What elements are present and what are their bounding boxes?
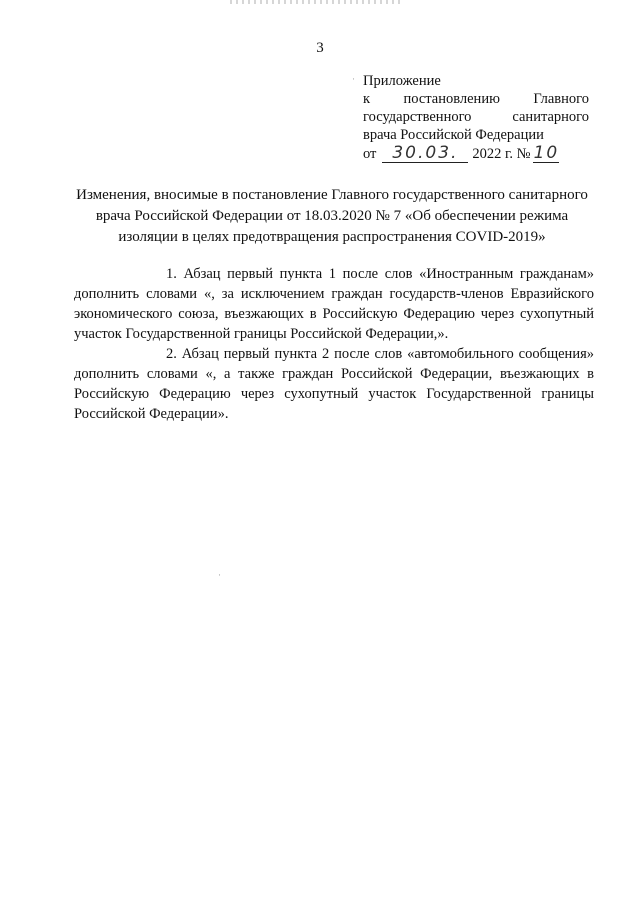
- appendix-block: [363, 72, 589, 163]
- date-prefix: от: [363, 146, 377, 162]
- document-title: Изменения, вносимые в постановление Главного государственного санитарного врача Российской Федерации от 18.03.2020 № 7 «Об обеспечении режима изоляции в целях предотвращения распространения COVID-2019»: [76, 187, 588, 245]
- date-field: [382, 145, 468, 163]
- number-field: [533, 145, 559, 163]
- item-text: Абзац первый пункта 1 после слов «Иностранным гражданам» дополнить словами «, за исключением граждан государств-членов Евразийского экономического союза, въезжающих в Российскую Федерацию через сухопутный участок Государственной границы Российской Федерации,».: [74, 266, 594, 342]
- item-text: Абзац первый пункта 2 после слов «автомобильного сообщения» дополнить словами «, а также граждан Российской Федерации, въезжающих в Российскую Федерацию через сухопутный участок Государственной границы Российской Федерации».: [74, 346, 594, 422]
- year-number-label: 2022 г. №: [472, 146, 531, 162]
- appendix-title: Приложение: [363, 73, 441, 89]
- scan-artifact: [230, 0, 400, 4]
- resolution-date-line: [363, 145, 589, 163]
- list-item: [74, 264, 594, 344]
- scan-speck: ·: [352, 74, 355, 84]
- list-item: [74, 344, 594, 424]
- appendix-ref-line-3: врача Российской Федерации: [363, 127, 544, 143]
- handwritten-date: 30.03.: [392, 143, 459, 163]
- scan-speck: ·: [218, 570, 221, 580]
- item-number: 2.: [166, 346, 177, 362]
- appendix-ref-line-1: к постановлению Главного: [363, 91, 589, 107]
- handwritten-number: 10: [533, 143, 560, 163]
- page-number: 3: [316, 40, 324, 56]
- document-body: [74, 264, 594, 424]
- item-number: 1.: [166, 266, 177, 282]
- appendix-ref-line-2: государственного санитарного: [363, 109, 589, 125]
